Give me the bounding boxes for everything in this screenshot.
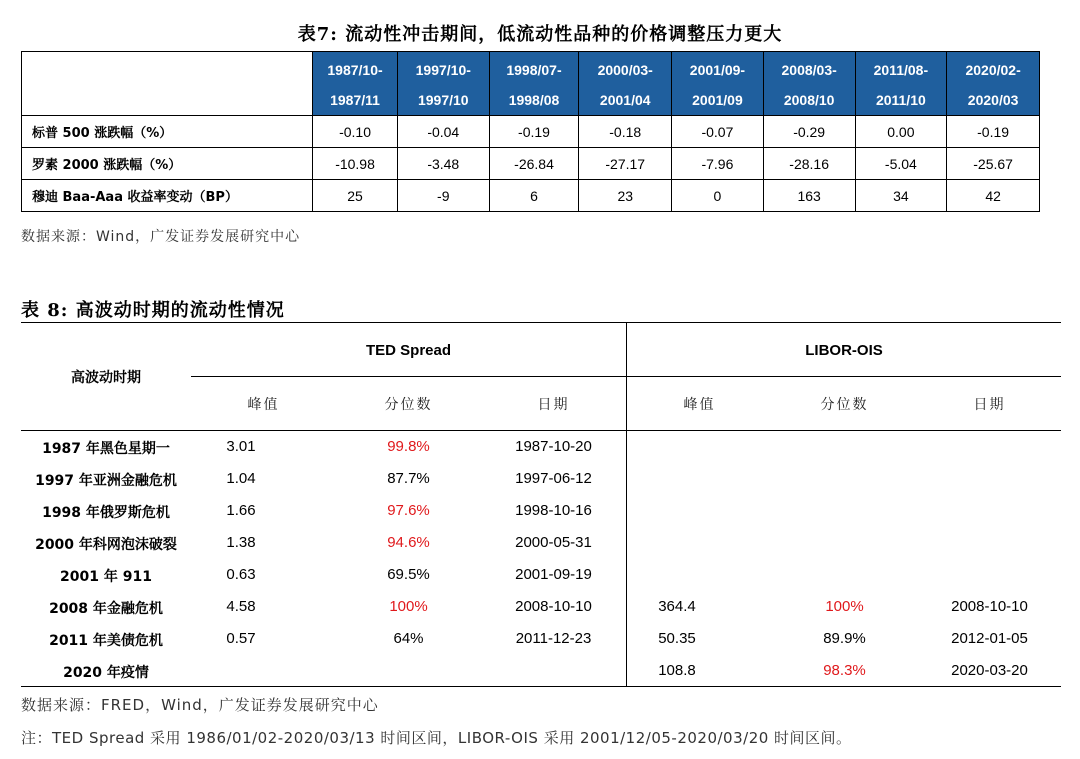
table7-source: 数据来源：Wind，广发证券发展研究中心 [21,229,301,245]
table-row [22,148,1040,180]
table8-note: 注：TED Spread 采用 1986/01/02-2020/03/13 时间区间，LIBOR-OIS 采用 2001/12/05-2020/03/20 时间区间。 [21,729,852,747]
table-cell: -7.96 [672,148,764,180]
table8 [21,322,1061,687]
row-label: 2001 年 911 [60,569,152,585]
row-label: 1998 年俄罗斯危机 [42,505,170,521]
table-cell: 2001-09-19 [515,566,592,583]
table-cell: -0.18 [579,116,672,148]
row-label: 穆迪 Baa-Aaa 收益率变动（BP） [22,180,313,212]
table-cell: 89.9% [823,630,866,647]
table-cell: 2012-01-05 [951,630,1028,647]
period-header-line: 2020/03 [967,91,1019,108]
row-label: 2000 年科网泡沫破裂 [35,537,177,553]
table-cell: -3.48 [397,148,489,180]
table-cell: 1.66 [226,502,256,519]
period-header: 高波动时期 [71,370,141,386]
row-label: 罗素 2000 涨跌幅（%） [22,148,313,180]
table-cell: -27.17 [579,148,672,180]
table-cell: 1.38 [226,534,256,551]
table-row [22,116,1040,148]
period-header-line: 2011/08- [873,61,929,78]
table-cell: 100% [825,598,864,615]
period-header-line: 2008/03- [781,61,837,78]
table-cell: -0.10 [313,116,398,148]
table-cell: 3.01 [226,438,256,455]
row-label: 2011 年美债危机 [49,633,163,649]
period-header-cell [397,52,489,116]
period-header-line: 2000/03- [597,61,653,78]
table-cell: 2020-03-20 [951,662,1028,679]
ted-spread-header: TED Spread [365,342,452,359]
table-cell: -10.98 [313,148,398,180]
table-cell: 0.00 [855,116,947,148]
table-cell: 0.63 [226,566,256,583]
table8-title: 表 8: 高波动时期的流动性情况 [21,300,285,321]
table7-corner-cell [22,52,313,116]
table-cell: -0.07 [672,116,764,148]
subheader-cell: 分位数 [820,397,869,413]
subheader-cell: 峰值 [683,397,716,413]
table-cell: 364.4 [658,598,696,615]
table-cell: 2011-12-23 [515,630,592,647]
table-cell: 94.6% [387,534,430,551]
table-cell: -25.67 [947,148,1040,180]
period-header-line: 2008/10 [783,91,835,108]
table-cell: 99.8% [387,438,430,455]
table-cell: 2000-05-31 [515,534,592,551]
period-header-cell [313,52,398,116]
table-cell: -0.04 [397,116,489,148]
row-label: 2020 年疫情 [63,665,149,681]
subheader-cell: 日期 [537,397,570,413]
table-cell: 23 [579,180,672,212]
libor-ois-header: LIBOR-OIS [805,342,883,359]
table-cell: -28.16 [763,148,855,180]
table-cell: -0.19 [489,116,579,148]
table-cell: 100% [389,598,428,615]
period-header-cell [763,52,855,116]
table-cell: 0 [672,180,764,212]
table-cell: 4.58 [226,598,256,615]
period-header-line: 2020/02- [965,61,1021,78]
table-cell: 1987-10-20 [515,438,592,455]
table-cell: 69.5% [387,566,430,583]
period-header-cell [672,52,764,116]
row-label: 2008 年金融危机 [49,601,163,617]
table8-source: 数据来源：FRED，Wind，广发证券发展研究中心 [21,696,379,714]
table-cell: 0.57 [226,630,256,647]
table-cell: 64% [393,630,424,647]
period-header-line: 2001/09- [689,61,746,78]
table-cell: 2008-10-10 [951,598,1028,615]
period-header-cell [855,52,947,116]
period-header-cell [489,52,579,116]
row-label: 1997 年亚洲金融危机 [35,473,177,489]
period-header-line: 1998/08 [508,91,560,108]
table-cell: 42 [947,180,1040,212]
table-cell: -9 [397,180,489,212]
subheader-cell: 日期 [973,397,1006,413]
table-cell: -26.84 [489,148,579,180]
subheader-cell: 峰值 [247,397,280,413]
period-header-cell [579,52,672,116]
table-cell: 97.6% [387,502,430,519]
table-cell: 2008-10-10 [515,598,592,615]
row-label: 1987 年黑色星期一 [42,441,170,457]
period-header-cell [947,52,1040,116]
table7-title: 表7: 流动性冲击期间，低流动性品种的价格调整压力更大 [297,24,783,45]
subheader-cell: 分位数 [384,397,433,413]
table7 [21,51,1040,212]
table7-header-row [22,52,1040,116]
table-cell: 163 [763,180,855,212]
period-header-line: 2001/09 [692,91,743,108]
table-cell: -0.29 [763,116,855,148]
period-header-line: 2001/04 [599,91,651,108]
table-cell: 34 [855,180,947,212]
table-cell: 1997-06-12 [515,470,592,487]
table-cell: 50.35 [658,630,696,647]
period-header-line: 1997/10 [417,91,469,108]
table-cell: 6 [489,180,579,212]
table-cell: 1998-10-16 [515,502,592,519]
period-header-line: 2011/10 [875,91,926,108]
period-header-line: 1998/07- [506,61,562,78]
period-header-line: 1987/11 [330,91,380,108]
table-cell: -0.19 [947,116,1040,148]
period-header-line: 1987/10- [327,61,383,78]
table-cell: 98.3% [823,662,866,679]
table-cell: 108.8 [658,662,696,679]
table-cell: 1.04 [226,470,256,487]
table-cell: 87.7% [387,470,430,487]
table-cell: -5.04 [855,148,947,180]
row-label: 标普 500 涨跌幅（%） [22,116,313,148]
table-cell: 25 [313,180,398,212]
table-row [22,180,1040,212]
period-header-line: 1997/10- [415,61,471,78]
